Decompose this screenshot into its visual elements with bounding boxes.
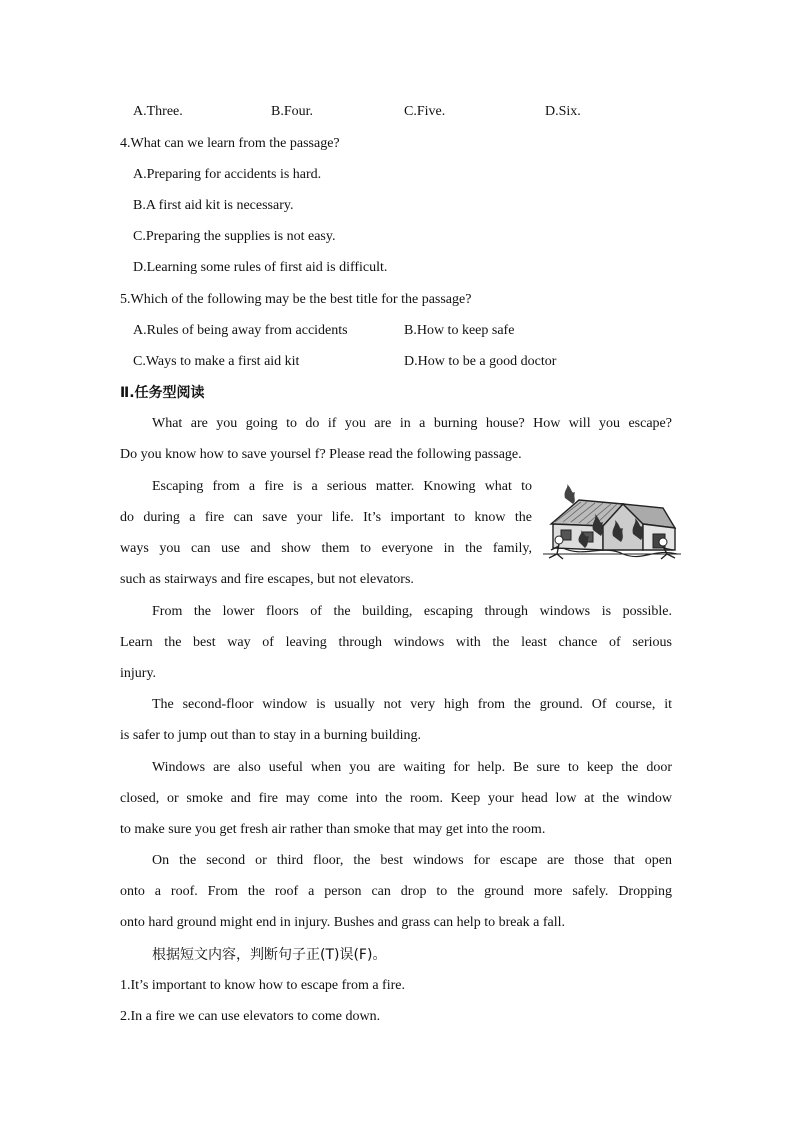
- intro-line: Do you know how to save yoursel f? Please read the following passage.: [120, 447, 522, 462]
- q3-option-a: A.Three.: [133, 104, 183, 119]
- q4-option-b: B.A first aid kit is necessary.: [133, 198, 294, 213]
- burning-house-illustration: [543, 484, 681, 560]
- task-instruction: 根据短文内容，判断句子正(T)误(F)。: [152, 947, 387, 963]
- q4-stem: 4.What can we learn from the passage?: [120, 136, 340, 151]
- q5-option-b: B.How to keep safe: [404, 323, 515, 338]
- q5-stem: 5.Which of the following may be the best title for the passage?: [120, 292, 472, 307]
- paragraph-line: The second-floor window is usually not very high from the ground. Of course, it: [152, 697, 672, 712]
- paragraph-line: onto hard ground might end in injury. Bushes and grass can help to break a fall.: [120, 915, 566, 930]
- statement-1: 1.It’s important to know how to escape from a fire.: [120, 978, 405, 993]
- paragraph-line: On the second or third floor, the best windows for escape are those that open: [152, 853, 672, 868]
- paragraph-line: From the lower floors of the building, escaping through windows is possible.: [152, 604, 672, 619]
- paragraph-4: [120, 759, 672, 852]
- q4-option-a: A.Preparing for accidents is hard.: [133, 167, 322, 182]
- paragraph-1: [120, 478, 532, 602]
- paragraph-line: is safer to jump out than to stay in a burning building.: [120, 728, 421, 743]
- intro-paragraph: [120, 415, 672, 477]
- q4-option-c: C.Preparing the supplies is not easy.: [133, 229, 336, 244]
- paragraph-line: closed, or smoke and fire may come into the room. Keep your head low at the window: [120, 791, 672, 806]
- q3-option-c: C.Five.: [404, 104, 446, 119]
- q5-option-d: D.How to be a good doctor: [404, 354, 557, 369]
- paragraph-line: do during a fire can save your life. It’s important to know the: [120, 510, 532, 525]
- paragraph-line: injury.: [120, 666, 157, 681]
- paragraph-line: Learn the best way of leaving through windows with the least chance of serious: [120, 635, 672, 650]
- q4-option-d: D.Learning some rules of first aid is difficult.: [133, 260, 388, 275]
- paragraph-line: Windows are also useful when you are waiting for help. Be sure to keep the door: [152, 760, 672, 775]
- statement-2: 2.In a fire we can use elevators to come down.: [120, 1009, 381, 1024]
- paragraph-line: onto a roof. From the roof a person can drop to the ground more safely. Dropping: [120, 884, 672, 899]
- q5-option-a: A.Rules of being away from accidents: [133, 323, 348, 338]
- paragraph-line: ways you can use and show them to everyone in the family,: [120, 541, 532, 556]
- intro-line: What are you going to do if you are in a burning house? How will you escape?: [152, 416, 672, 431]
- paragraph-5: [120, 852, 672, 945]
- paragraph-line: such as stairways and fire escapes, but not elevators.: [120, 572, 414, 587]
- q5-option-c: C.Ways to make a first aid kit: [133, 354, 300, 369]
- paragraph-3: [120, 696, 672, 758]
- section-heading: Ⅱ.任务型阅读: [120, 385, 205, 401]
- paragraph-line: to make sure you get fresh air rather than smoke that may get into the room.: [120, 822, 546, 837]
- paragraph-line: Escaping from a fire is a serious matter. Knowing what to: [152, 479, 532, 494]
- q3-option-b: B.Four.: [271, 104, 314, 119]
- paragraph-2: [120, 603, 672, 696]
- q3-option-d: D.Six.: [545, 104, 581, 119]
